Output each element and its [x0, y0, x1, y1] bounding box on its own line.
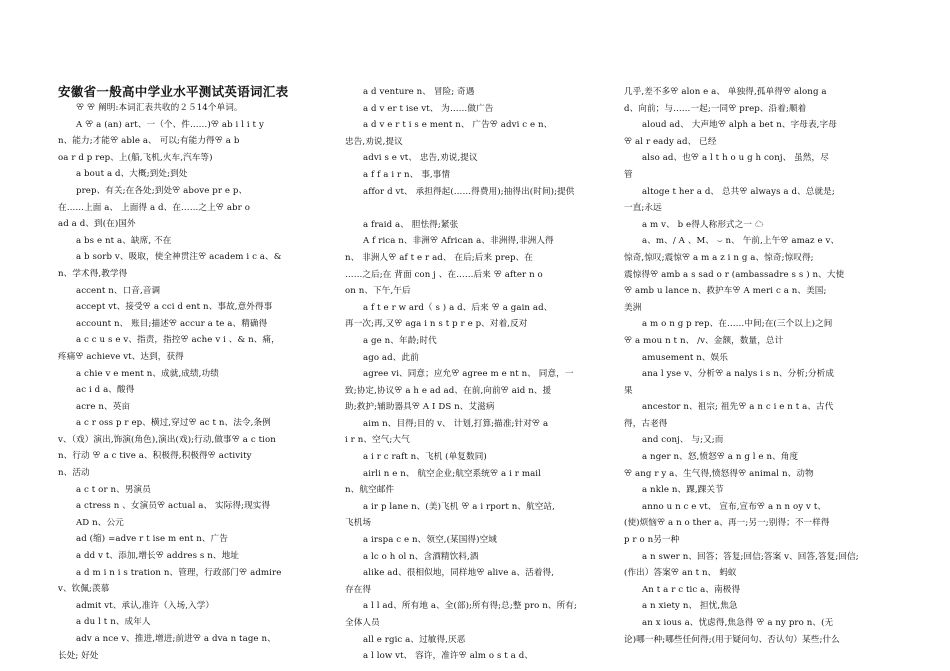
vocab-line: a chie v e ment n、成就,成绩,功绩 [76, 368, 219, 379]
document-title: 安徽省一般高中学业水平测试英语词汇表 [58, 84, 289, 99]
vocab-line: p r o n另一种 [624, 535, 680, 546]
vocab-line: 美洲 [624, 302, 642, 313]
vocab-line: n、学术得,教学得 [58, 268, 128, 279]
vocab-line: 惊奇,惊叹;震惊ꕢ a m a z i n g a、惊奇;惊叹得; [624, 252, 814, 263]
vocab-line: accept vt、接受ꕢ a cci d ent n、事故,意外得事 [76, 302, 273, 313]
vocab-line: a d m i n i s tration n、管理，行政部门ꕢ admire [76, 567, 282, 578]
vocab-line: 致;协定,协议ꕢ a h e ad ad、在前,向前ꕢ aid n、援 [345, 385, 552, 396]
vocab-line: aim n、目得;目的 v、 计划,打算;描准;针对ꕢ a [363, 418, 549, 429]
vocab-line: a lc o h ol n、含酒精饮料,酒 [363, 551, 479, 562]
vocab-line: ancestor n、祖宗; 祖先ꕢ a n c i e n t a、古代 [642, 402, 834, 413]
vocab-line: 几乎,差不多ꕢ alon e a、 单独得,孤单得ꕢ along a [624, 87, 827, 97]
vocab-line: (作出）答案ꕢ an t n、 蚂蚁 [624, 568, 737, 579]
vocab-line: altoge t her a d、 总共ꕢ always a d、总就是; [642, 186, 835, 197]
vocab-line: (使)烦恼ꕢ a n o ther a、再一;另一;别得；不一样得 [624, 518, 830, 529]
vocab-line: ana l yse v、分析ꕢ a nalys i s n、分析;分析成 [642, 369, 835, 380]
vocab-line: a ge n、年龄;时代 [363, 335, 437, 346]
vocab-line: aloud ad、 大声地ꕢ alph a bet n、字母表,字母 [642, 120, 837, 131]
vocab-line: A ꕢ a (an) art、一（个、件……)ꕢ ab i l i t y [76, 119, 264, 130]
column-right [624, 84, 886, 648]
vocab-line: a d v e r t i s e ment n、 广告ꕢ advi c e n、 [363, 120, 553, 131]
vocab-line: a i r c raft n、飞机 (单复数同) [363, 452, 487, 463]
vocab-line: An t a r c tic a、南极得 [642, 584, 741, 595]
vocab-line: a d venture n、 冒险; 奇遇 [363, 87, 475, 97]
vocab-line: i r n、空气;大气 [345, 435, 410, 446]
vocab-line: ꕢ ang r y a、生气得,愤怒得ꕢ animal n、动物 [624, 468, 814, 479]
vocab-line: on n、下午,午后 [345, 286, 411, 297]
vocab-line: 得，古老得 [624, 418, 668, 429]
vocab-line: a nger n、怒,愤怒ꕢ a n g l e n、角度 [642, 452, 799, 463]
vocab-line: 再一次;再,又ꕢ aga i n s t p r e p、对着,反对 [345, 319, 528, 330]
vocab-line: a c t or n、男演员 [76, 484, 151, 495]
vocab-line: airli n e n、 航空企业;航空系统ꕢ a i r mail [363, 468, 541, 479]
vocab-line: a d v er t ise vt、 为……做广告 [363, 103, 494, 114]
vocab-line: a l low vt、 容许，准许ꕢ alm o s t a d、 [363, 651, 534, 662]
vocab-line: n、 非洲人ꕢ af t e r ad、 在后;后来 prep、在 [345, 252, 534, 263]
intro-note: ꕢ ꕢ 阐明:本词汇表共收的２５14个单词。 [76, 103, 243, 113]
vocab-line: 震惊得ꕢ amb a s sad o r (ambassadre s s ) n、大使 [624, 269, 845, 280]
vocab-line: 长处; 好处 [58, 650, 99, 661]
vocab-line: ꕢ a mou n t n、 /v、金额，数量，总计 [624, 335, 784, 346]
vocab-line: n、航空邮件 [345, 485, 395, 496]
vocab-line: ……之后;在 背面 con j 、在……后来 ꕢ after n o [345, 269, 543, 280]
vocab-line: a m v、 b e得人称形式之一 ☁ [642, 219, 764, 230]
vocab-line: ac i d a、酸得 [76, 385, 135, 396]
vocab-line: 忠告,劝说,提议 [345, 136, 403, 147]
vocab-line: 助;救护;辅助器具ꕢ A I DS n、艾滋病 [345, 402, 495, 413]
vocab-line: also ad、也ꕢ a l t h o u g h conj、 虽然，尽 [642, 153, 829, 164]
vocab-line: a nkle n、踝,踝关节 [642, 485, 724, 496]
vocab-line: admit vt、承认,准许（入场,入学） [76, 600, 215, 611]
vocab-line: a m o n g p rep、在……中间;在(三个以上)之间 [642, 319, 833, 330]
vocab-line: a ctress n 、女演员ꕢ actual a、 实际得;现实得 [76, 501, 271, 512]
column-middle [345, 84, 615, 665]
column-left [58, 84, 316, 664]
vocab-line: a b sorb v、吸取，使全神贯注ꕢ academ i c a、& [76, 252, 282, 263]
vocab-line: a fraid a、 胆怯得;紧张 [363, 219, 459, 230]
vocab-line: adv a nce v、推进,增进;前进ꕢ a dva n tage n、 [76, 634, 276, 644]
vocab-line: v、（戏）演出,饰演(角色),演出(戏);行动,做事ꕢ a c tion [58, 434, 276, 445]
vocab-line: n、能力;才能ꕢ able a、 可以;有能力得ꕢ a b [58, 136, 240, 147]
vocab-line: an x ious a、忧虑得,焦急得 ꕢ a ny pro n、(无 [642, 618, 834, 628]
vocab-line: 一直;永远 [624, 203, 662, 214]
vocab-line: a l l ad、所有地 a、全(部);所有得;总;整 pro n、所有; [363, 601, 577, 612]
vocab-line: ad a d、到(在)国外 [58, 219, 136, 230]
vocab-line: affor d vt、 承担得起(……得费用);抽得出(时间);提供 [363, 186, 575, 197]
vocab-line: n、活动 [58, 468, 90, 479]
vocab-line: a bout a d、大概;到处;到处 [76, 169, 188, 180]
vocab-line: oa r d p rep、上(船,飞机,火车,汽车等) [58, 152, 213, 163]
vocab-line: 管 [624, 169, 633, 180]
vocab-line: ꕢ al r eady ad、 已经 [624, 136, 717, 147]
vocab-line: ꕢ amb u lance n、救护车ꕢ A meri c a n、美国; [624, 286, 827, 297]
vocab-line: 果 [624, 385, 633, 396]
vocab-line: d、向前；与……一起;一同ꕢ prep、沿着;顺着 [624, 103, 807, 114]
vocab-line: prep、有关;在各处;到处ꕢ above pr e p、 [76, 185, 248, 196]
vocab-line: accent n、口音,音调 [76, 285, 161, 296]
vocab-line: a irspa c e n、领空,(某国得)空域 [363, 535, 497, 546]
vocab-line: v、钦佩;羡慕 [58, 584, 110, 595]
vocab-line: a c c u s e v、指责，指控ꕢ ache v i 、& n、痛， [76, 335, 280, 346]
vocab-line: a bs e nt a、缺席, 不在 [76, 235, 172, 246]
vocab-line: and conj、 与;又;而 [642, 435, 724, 446]
vocab-line: 在……上面 a、 上面得 a d、在……之上ꕢ abr o [58, 202, 250, 213]
vocab-line: AD n、公元 [76, 517, 124, 528]
vocab-line: 存在得 [345, 584, 372, 595]
vocab-line: a n swer n、回答；答复;回信;答案 v、回答,答复;回信; [642, 551, 859, 562]
vocab-line: agree vi、同意；应允ꕢ agree m e nt n、 同意，一 [363, 369, 574, 380]
vocab-line: 论)哪一种;哪些任何得;(用于疑问句、否认句）某些;什么 [624, 634, 840, 645]
vocab-line: a ir p lane n、(美)飞机 ꕢ a i rport n、航空站, [363, 501, 555, 512]
vocab-line: a du l t n、成年人 [76, 617, 151, 628]
vocab-line: account n、 账目;描述ꕢ accur a te a、精确得 [76, 318, 268, 329]
vocab-line: A f rica n、非洲ꕢ African a、非洲得,非洲人得 [363, 236, 554, 247]
vocab-line: a f f a i r n、 事,事情 [363, 169, 451, 180]
vocab-line: ago ad、此前 [363, 352, 419, 363]
vocab-line: a、m、/ A 、M、 ⌣ n、 午前,上午ꕢ amaz e v、 [642, 236, 840, 247]
vocab-line: acre n、英亩 [76, 401, 131, 412]
vocab-line: 飞机场 [345, 518, 372, 529]
vocab-line: amusement n、娱乐 [642, 352, 728, 363]
vocab-line: all e rgic a、过敏得,厌恶 [363, 634, 466, 645]
vocab-line: 疼痛ꕢ achieve vt、达到，获得 [58, 351, 184, 362]
vocab-line: n、行动 ꕢ a c tive a、积极得,积极得ꕢ activity [58, 451, 252, 462]
vocab-line: anno u n c e vt、 宣布,宣布ꕢ a n n oy v t、 [642, 501, 827, 512]
vocab-line: 全体人员 [345, 618, 380, 628]
vocab-line: ad (缩) =adve r t ise m ent n、广告 [76, 534, 228, 545]
vocab-line: a n xiety n、 担忧,焦急 [642, 601, 738, 612]
vocab-line: alike ad、很相似地，同样地ꕢ alive a、活着得, [363, 568, 555, 579]
vocab-line: advi s e vt、 忠告,劝说,提议 [363, 153, 478, 164]
vocab-line: a dd v t、添加,增长ꕢ addres s n、地址 [76, 551, 239, 562]
vocab-line: a f t e r w ard（ s ) a d、后来 ꕢ a gain ad、 [363, 302, 553, 313]
vocab-line: a c r oss p r ep、横过,穿过ꕢ ac t n、法令,条例 [76, 418, 271, 429]
